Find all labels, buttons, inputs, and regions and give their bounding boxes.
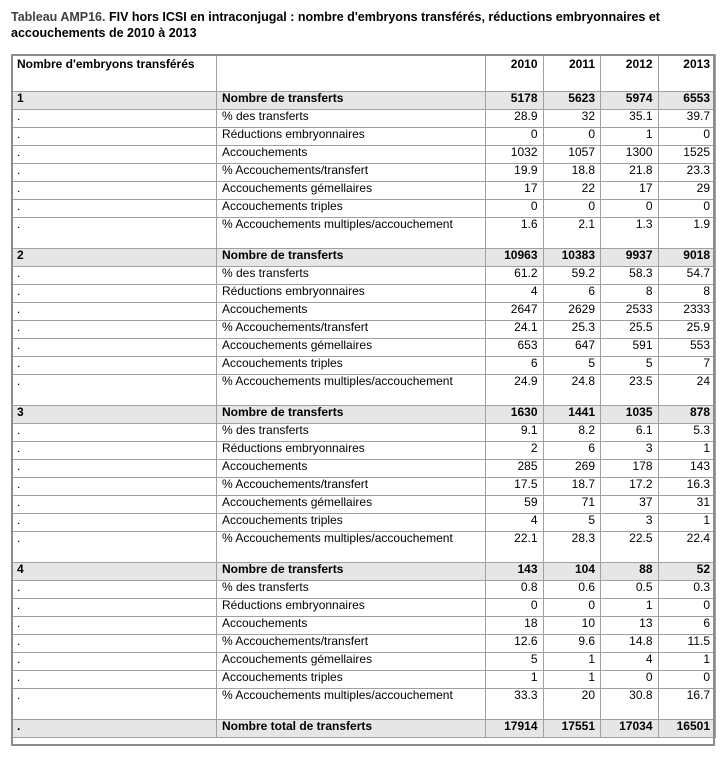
table-row: [12, 128, 716, 146]
indicator-label-cell: Accouchements: [217, 460, 486, 478]
indicator-label-cell: % Accouchements multiples/accouchement: [217, 689, 486, 720]
indicator-label-cell: Accouchements triples: [217, 357, 486, 375]
table-row: [12, 460, 716, 478]
value-cell-2011: 9.6: [543, 635, 601, 653]
table-row: [12, 442, 716, 460]
embryo-count-cell: .: [12, 514, 217, 532]
value-cell-2011: 1: [543, 671, 601, 689]
embryo-count-cell: .: [12, 424, 217, 442]
value-cell-2012: 4: [601, 653, 659, 671]
value-cell-2011: 104: [543, 563, 601, 581]
table-row: [12, 496, 716, 514]
value-cell-2013: 1.9: [658, 218, 716, 249]
value-cell-2012: 22.5: [601, 532, 659, 563]
value-cell-2013: 39.7: [658, 110, 716, 128]
value-cell-2012: 17.2: [601, 478, 659, 496]
value-cell-2012: 37: [601, 496, 659, 514]
value-cell-2011: 22: [543, 182, 601, 200]
embryo-count-cell: .: [12, 720, 217, 738]
value-cell-2011: 647: [543, 339, 601, 357]
indicator-label-cell: % Accouchements/transfert: [217, 321, 486, 339]
embryo-count-cell: .: [12, 599, 217, 617]
table-row: [12, 267, 716, 285]
value-cell-2010: 18: [486, 617, 544, 635]
value-cell-2013: 11.5: [658, 635, 716, 653]
value-cell-2011: 0: [543, 599, 601, 617]
value-cell-2012: 1300: [601, 146, 659, 164]
value-cell-2011: 59.2: [543, 267, 601, 285]
value-cell-2012: 1: [601, 599, 659, 617]
table-title: [11, 9, 716, 41]
indicator-label-cell: Réductions embryonnaires: [217, 442, 486, 460]
indicator-label-cell: Accouchements gémellaires: [217, 496, 486, 514]
table-row: [12, 478, 716, 496]
value-cell-2012: 17: [601, 182, 659, 200]
value-cell-2010: 22.1: [486, 532, 544, 563]
indicator-label-cell: Accouchements gémellaires: [217, 182, 486, 200]
value-cell-2011: 25.3: [543, 321, 601, 339]
table-body: [12, 92, 716, 738]
value-cell-2012: 58.3: [601, 267, 659, 285]
value-cell-2011: 8.2: [543, 424, 601, 442]
value-cell-2013: 54.7: [658, 267, 716, 285]
indicator-label-cell: % des transferts: [217, 581, 486, 599]
embryo-count-cell: .: [12, 496, 217, 514]
value-cell-2013: 16501: [658, 720, 716, 738]
indicator-label-cell: Réductions embryonnaires: [217, 285, 486, 303]
value-cell-2011: 17551: [543, 720, 601, 738]
value-cell-2011: 0: [543, 128, 601, 146]
value-cell-2010: 285: [486, 460, 544, 478]
value-cell-2013: 1: [658, 514, 716, 532]
value-cell-2011: 1: [543, 653, 601, 671]
indicator-label-cell: Nombre de transferts: [217, 406, 486, 424]
embryo-count-cell: .: [12, 581, 217, 599]
value-cell-2013: 9018: [658, 249, 716, 267]
value-cell-2013: 23.3: [658, 164, 716, 182]
embryo-count-cell: .: [12, 182, 217, 200]
value-cell-2011: 20: [543, 689, 601, 720]
table-row: [12, 218, 716, 249]
value-cell-2010: 9.1: [486, 424, 544, 442]
embryo-count-cell: .: [12, 218, 217, 249]
value-cell-2012: 21.8: [601, 164, 659, 182]
value-cell-2011: 10: [543, 617, 601, 635]
value-cell-2012: 0.5: [601, 581, 659, 599]
value-cell-2011: 0.6: [543, 581, 601, 599]
value-cell-2010: 0.8: [486, 581, 544, 599]
table-row: [12, 581, 716, 599]
value-cell-2010: 33.3: [486, 689, 544, 720]
value-cell-2010: 0: [486, 599, 544, 617]
value-cell-2012: 23.5: [601, 375, 659, 406]
value-cell-2010: 0: [486, 200, 544, 218]
embryo-count-cell: .: [12, 653, 217, 671]
value-cell-2010: 17914: [486, 720, 544, 738]
total-row: [12, 720, 716, 738]
table-row: [12, 357, 716, 375]
table-row: [12, 339, 716, 357]
indicator-label-cell: % Accouchements multiples/accouchement: [217, 532, 486, 563]
group-row: [12, 249, 716, 267]
value-cell-2012: 0: [601, 671, 659, 689]
table-row: [12, 617, 716, 635]
table-row: [12, 303, 716, 321]
embryo-count-cell: .: [12, 146, 217, 164]
value-cell-2013: 16.3: [658, 478, 716, 496]
value-cell-2010: 4: [486, 514, 544, 532]
value-cell-2012: 6.1: [601, 424, 659, 442]
embryo-count-cell: .: [12, 689, 217, 720]
value-cell-2012: 1: [601, 128, 659, 146]
value-cell-2010: 143: [486, 563, 544, 581]
value-cell-2012: 1035: [601, 406, 659, 424]
embryo-count-cell: .: [12, 671, 217, 689]
indicator-label-cell: Accouchements triples: [217, 200, 486, 218]
header-year: 2011: [543, 55, 601, 92]
table-row: [12, 424, 716, 442]
embryo-count-cell: .: [12, 267, 217, 285]
value-cell-2012: 5: [601, 357, 659, 375]
embryo-count-cell: .: [12, 532, 217, 563]
table-row: [12, 532, 716, 563]
value-cell-2011: 6: [543, 442, 601, 460]
group-row: [12, 406, 716, 424]
embryo-count-cell: .: [12, 635, 217, 653]
value-cell-2012: 8: [601, 285, 659, 303]
value-cell-2013: 553: [658, 339, 716, 357]
embryo-count-cell: 3: [12, 406, 217, 424]
value-cell-2010: 12.6: [486, 635, 544, 653]
value-cell-2010: 10963: [486, 249, 544, 267]
value-cell-2013: 6: [658, 617, 716, 635]
value-cell-2010: 653: [486, 339, 544, 357]
value-cell-2013: 0: [658, 200, 716, 218]
value-cell-2010: 59: [486, 496, 544, 514]
indicator-label-cell: Accouchements gémellaires: [217, 653, 486, 671]
table-row: [12, 671, 716, 689]
indicator-label-cell: Nombre de transferts: [217, 563, 486, 581]
value-cell-2011: 6: [543, 285, 601, 303]
value-cell-2012: 591: [601, 339, 659, 357]
value-cell-2012: 9937: [601, 249, 659, 267]
value-cell-2011: 1057: [543, 146, 601, 164]
embryo-count-cell: .: [12, 303, 217, 321]
value-cell-2012: 17034: [601, 720, 659, 738]
data-table: [11, 54, 716, 738]
value-cell-2010: 6: [486, 357, 544, 375]
value-cell-2012: 2533: [601, 303, 659, 321]
value-cell-2012: 25.5: [601, 321, 659, 339]
header-year: 2013: [658, 55, 716, 92]
value-cell-2011: 5: [543, 357, 601, 375]
table-row: [12, 375, 716, 406]
header-year: 2010: [486, 55, 544, 92]
value-cell-2012: 0: [601, 200, 659, 218]
value-cell-2013: 2333: [658, 303, 716, 321]
table-row: [12, 146, 716, 164]
value-cell-2011: 1441: [543, 406, 601, 424]
value-cell-2011: 5: [543, 514, 601, 532]
table-row: [12, 285, 716, 303]
table-code: Tableau AMP16.: [11, 10, 106, 24]
value-cell-2010: 5178: [486, 92, 544, 110]
indicator-label-cell: % Accouchements/transfert: [217, 478, 486, 496]
embryo-count-cell: .: [12, 285, 217, 303]
value-cell-2013: 143: [658, 460, 716, 478]
group-row: [12, 92, 716, 110]
embryo-count-cell: .: [12, 321, 217, 339]
header-row: [12, 55, 716, 92]
embryo-count-cell: .: [12, 478, 217, 496]
value-cell-2010: 24.9: [486, 375, 544, 406]
value-cell-2013: 29: [658, 182, 716, 200]
value-cell-2011: 18.8: [543, 164, 601, 182]
value-cell-2010: 19.9: [486, 164, 544, 182]
value-cell-2012: 30.8: [601, 689, 659, 720]
indicator-label-cell: Nombre de transferts: [217, 249, 486, 267]
value-cell-2012: 1.3: [601, 218, 659, 249]
value-cell-2013: 1: [658, 442, 716, 460]
value-cell-2011: 10383: [543, 249, 601, 267]
table-row: [12, 689, 716, 720]
indicator-label-cell: Accouchements: [217, 146, 486, 164]
value-cell-2010: 1.6: [486, 218, 544, 249]
table-row: [12, 110, 716, 128]
value-cell-2011: 32: [543, 110, 601, 128]
table-row: [12, 635, 716, 653]
indicator-label-cell: Réductions embryonnaires: [217, 599, 486, 617]
indicator-label-cell: % Accouchements multiples/accouchement: [217, 218, 486, 249]
indicator-label-cell: % Accouchements/transfert: [217, 635, 486, 653]
value-cell-2011: 71: [543, 496, 601, 514]
value-cell-2010: 17.5: [486, 478, 544, 496]
value-cell-2013: 16.7: [658, 689, 716, 720]
value-cell-2010: 28.9: [486, 110, 544, 128]
value-cell-2012: 35.1: [601, 110, 659, 128]
value-cell-2013: 0: [658, 128, 716, 146]
value-cell-2012: 3: [601, 514, 659, 532]
indicator-label-cell: Accouchements triples: [217, 514, 486, 532]
table-caption: FIV hors ICSI en intraconjugal : nombre d'embryons transférés, réductions embryonnaires et accouchements de 2010 à 2013: [11, 10, 660, 40]
value-cell-2013: 6553: [658, 92, 716, 110]
indicator-label-cell: % Accouchements/transfert: [217, 164, 486, 182]
embryo-count-cell: .: [12, 339, 217, 357]
value-cell-2011: 18.7: [543, 478, 601, 496]
value-cell-2012: 14.8: [601, 635, 659, 653]
table-row: [12, 514, 716, 532]
embryo-count-cell: .: [12, 200, 217, 218]
value-cell-2013: 22.4: [658, 532, 716, 563]
value-cell-2011: 5623: [543, 92, 601, 110]
value-cell-2010: 1: [486, 671, 544, 689]
value-cell-2010: 2: [486, 442, 544, 460]
header-embryos: Nombre d'embryons transférés: [12, 55, 217, 92]
value-cell-2011: 0: [543, 200, 601, 218]
indicator-label-cell: % Accouchements multiples/accouchement: [217, 375, 486, 406]
value-cell-2013: 5.3: [658, 424, 716, 442]
table-row: [12, 321, 716, 339]
header-blank: [217, 55, 486, 92]
value-cell-2011: 28.3: [543, 532, 601, 563]
embryo-count-cell: 2: [12, 249, 217, 267]
table-row: [12, 182, 716, 200]
value-cell-2012: 178: [601, 460, 659, 478]
value-cell-2013: 31: [658, 496, 716, 514]
indicator-label-cell: Nombre total de transferts: [217, 720, 486, 738]
embryo-count-cell: .: [12, 617, 217, 635]
value-cell-2012: 88: [601, 563, 659, 581]
table-row: [12, 599, 716, 617]
value-cell-2012: 3: [601, 442, 659, 460]
embryo-count-cell: .: [12, 375, 217, 406]
indicator-label-cell: Accouchements triples: [217, 671, 486, 689]
value-cell-2011: 2629: [543, 303, 601, 321]
indicator-label-cell: Accouchements: [217, 303, 486, 321]
value-cell-2010: 0: [486, 128, 544, 146]
value-cell-2013: 25.9: [658, 321, 716, 339]
indicator-label-cell: % des transferts: [217, 110, 486, 128]
table-row: [12, 200, 716, 218]
indicator-label-cell: Réductions embryonnaires: [217, 128, 486, 146]
value-cell-2013: 8: [658, 285, 716, 303]
value-cell-2010: 2647: [486, 303, 544, 321]
value-cell-2011: 24.8: [543, 375, 601, 406]
indicator-label-cell: Accouchements: [217, 617, 486, 635]
value-cell-2010: 24.1: [486, 321, 544, 339]
value-cell-2010: 17: [486, 182, 544, 200]
indicator-label-cell: % des transferts: [217, 424, 486, 442]
indicator-label-cell: % des transferts: [217, 267, 486, 285]
header-year: 2012: [601, 55, 659, 92]
indicator-label-cell: Nombre de transferts: [217, 92, 486, 110]
embryo-count-cell: 1: [12, 92, 217, 110]
value-cell-2013: 1525: [658, 146, 716, 164]
embryo-count-cell: .: [12, 128, 217, 146]
value-cell-2011: 269: [543, 460, 601, 478]
indicator-label-cell: Accouchements gémellaires: [217, 339, 486, 357]
value-cell-2010: 1630: [486, 406, 544, 424]
table-row: [12, 164, 716, 182]
value-cell-2013: 0.3: [658, 581, 716, 599]
value-cell-2012: 5974: [601, 92, 659, 110]
value-cell-2013: 52: [658, 563, 716, 581]
value-cell-2010: 1032: [486, 146, 544, 164]
value-cell-2010: 4: [486, 285, 544, 303]
value-cell-2013: 1: [658, 653, 716, 671]
value-cell-2010: 5: [486, 653, 544, 671]
value-cell-2013: 0: [658, 671, 716, 689]
value-cell-2010: 61.2: [486, 267, 544, 285]
value-cell-2013: 7: [658, 357, 716, 375]
value-cell-2013: 0: [658, 599, 716, 617]
value-cell-2013: 24: [658, 375, 716, 406]
embryo-count-cell: .: [12, 164, 217, 182]
embryo-count-cell: .: [12, 442, 217, 460]
value-cell-2012: 13: [601, 617, 659, 635]
group-row: [12, 563, 716, 581]
value-cell-2011: 2.1: [543, 218, 601, 249]
embryo-count-cell: .: [12, 110, 217, 128]
embryo-count-cell: 4: [12, 563, 217, 581]
table-row: [12, 653, 716, 671]
value-cell-2013: 878: [658, 406, 716, 424]
embryo-count-cell: .: [12, 460, 217, 478]
embryo-count-cell: .: [12, 357, 217, 375]
